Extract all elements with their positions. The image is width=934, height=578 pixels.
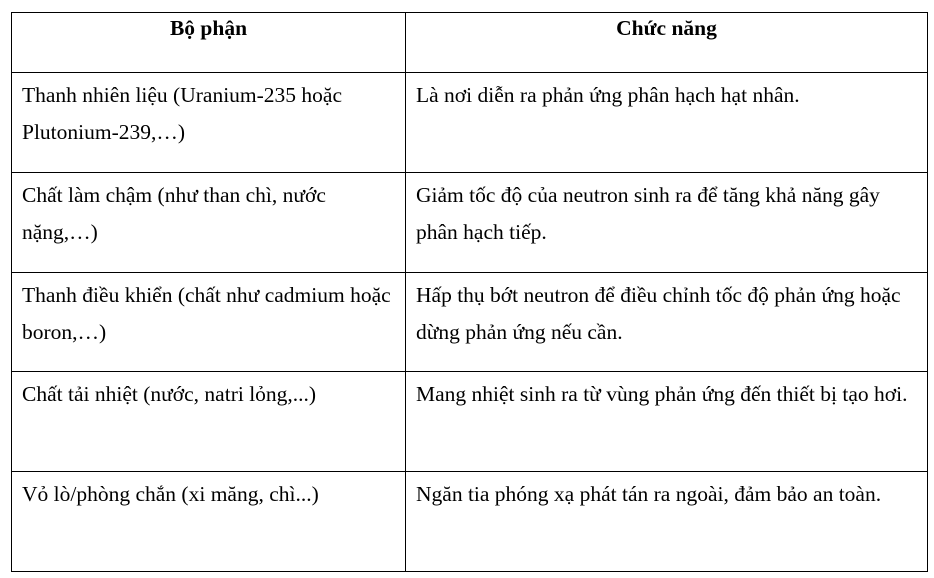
cell-part: Thanh điều khiển (chất như cadmium hoặc boron,…) bbox=[12, 272, 406, 372]
cell-function: Hấp thụ bớt neutron để điều chỉnh tốc độ phản ứng hoặc dừng phản ứng nếu cần. bbox=[406, 272, 928, 372]
cell-function: Mang nhiệt sinh ra từ vùng phản ứng đến thiết bị tạo hơi. bbox=[406, 372, 928, 472]
table-header-row bbox=[12, 13, 928, 73]
cell-part: Vỏ lò/phòng chắn (xi măng, chì...) bbox=[12, 472, 406, 572]
cell-function: Là nơi diễn ra phản ứng phân hạch hạt nhân. bbox=[406, 73, 928, 173]
header-part: Bộ phận bbox=[12, 13, 406, 73]
cell-function: Ngăn tia phóng xạ phát tán ra ngoài, đảm bảo an toàn. bbox=[406, 472, 928, 572]
cell-part: Chất tải nhiệt (nước, natri lỏng,...) bbox=[12, 372, 406, 472]
table-row bbox=[12, 372, 928, 472]
table-row bbox=[12, 73, 928, 173]
cell-part: Thanh nhiên liệu (Uranium-235 hoặc Plutonium-239,…) bbox=[12, 73, 406, 173]
cell-part: Chất làm chậm (như than chì, nước nặng,…) bbox=[12, 172, 406, 272]
table-row bbox=[12, 472, 928, 572]
header-function: Chức năng bbox=[406, 13, 928, 73]
reactor-components-table bbox=[11, 12, 928, 572]
table-row bbox=[12, 272, 928, 372]
cell-function: Giảm tốc độ của neutron sinh ra để tăng khả năng gây phân hạch tiếp. bbox=[406, 172, 928, 272]
table-row bbox=[12, 172, 928, 272]
